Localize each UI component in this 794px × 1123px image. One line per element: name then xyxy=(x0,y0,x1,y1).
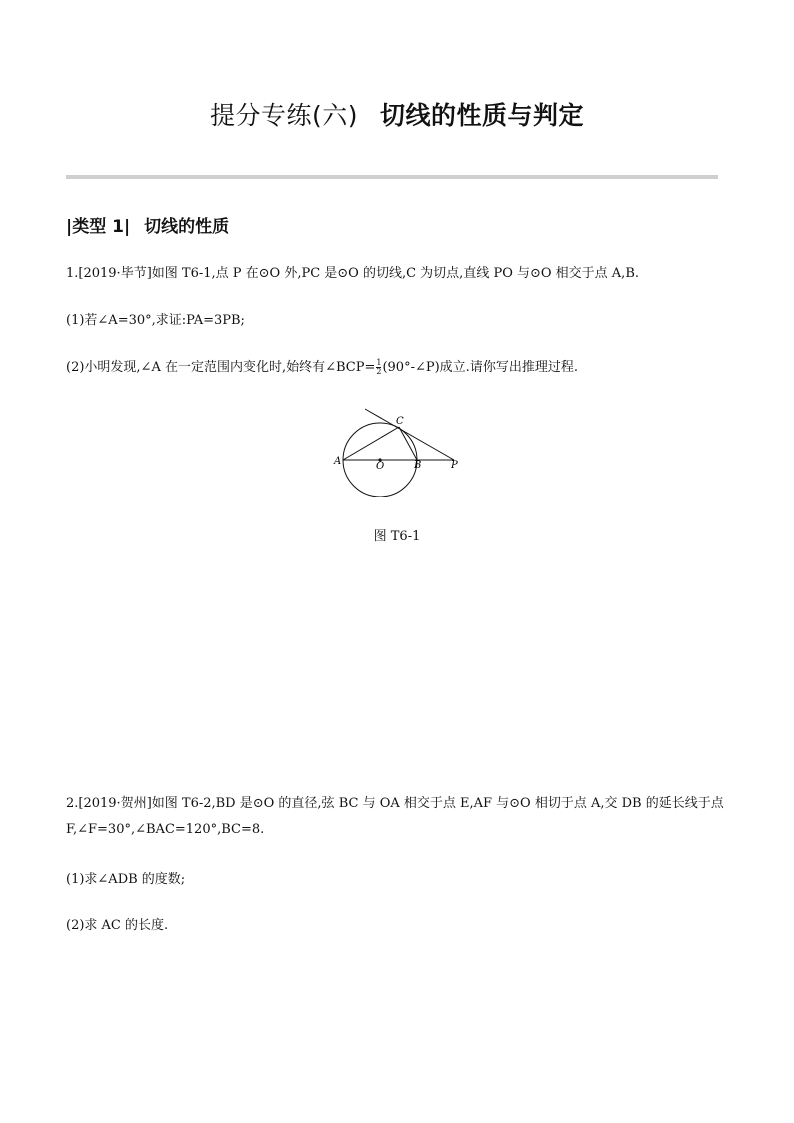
question-1-part-1: (1)若∠A=30°,求证:PA=3PB; xyxy=(66,313,245,328)
section-label: |类型 1| xyxy=(66,217,131,237)
chord-ac xyxy=(343,427,399,460)
label-o: O xyxy=(376,461,385,472)
tangent-pc xyxy=(365,409,454,460)
question-1-part-2-text-b: (90°-∠P)成立.请你写出推理过程. xyxy=(382,360,578,375)
page-title xyxy=(0,96,794,132)
title-topic: 切线的性质与判定 xyxy=(380,101,585,130)
fraction-one-half xyxy=(376,359,381,376)
chord-cb xyxy=(399,427,417,460)
figure-caption: 图 T6-1 xyxy=(373,529,421,544)
figure-t6-1 xyxy=(330,405,470,497)
question-1-part-2-text-a: (2)小明发现,∠A 在一定范围内变化时,始终有∠BCP= xyxy=(66,360,376,375)
question-2-part-1: (1)求∠ADB 的度数; xyxy=(66,872,186,887)
question-1-stem: 1.[2019·毕节]如图 T6-1,点 P 在⊙O 外,PC 是⊙O 的切线,C 为切点,直线 PO 与⊙O 相交于点 A,B. xyxy=(66,266,640,281)
fraction-numerator: 1 xyxy=(376,358,382,367)
label-a: A xyxy=(334,456,342,467)
label-c: C xyxy=(396,416,404,427)
title-divider xyxy=(66,175,718,179)
question-2-stem-line-1: 2.[2019·贺州]如图 T6-2,BD 是⊙O 的直径,弦 BC 与 OA 相交于点 E,AF 与⊙O 相切于点 A,交 DB 的延长线于点 xyxy=(66,796,724,811)
section-heading xyxy=(66,212,229,237)
question-2-part-2: (2)求 AC 的长度. xyxy=(66,918,169,933)
title-series: 提分专练(六) xyxy=(209,101,358,130)
section-name: 切线的性质 xyxy=(144,217,230,237)
fraction-denominator: 2 xyxy=(376,367,382,376)
label-b: B xyxy=(414,460,422,471)
question-1-part-2 xyxy=(66,356,578,376)
label-p: P xyxy=(451,460,458,471)
question-2-stem-line-2: F,∠F=30°,∠BAC=120°,BC=8. xyxy=(66,822,265,837)
